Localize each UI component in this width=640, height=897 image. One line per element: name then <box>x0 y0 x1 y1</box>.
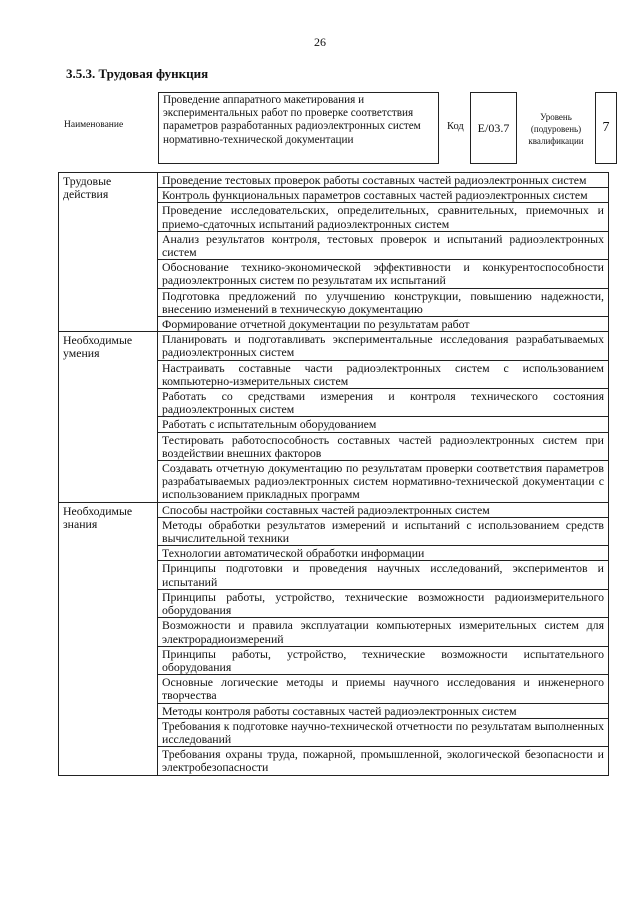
table-row <box>59 173 609 188</box>
table-cell: Методы обработки результатов измерений и испытаний с использованием средств вычислительной техники <box>158 517 609 545</box>
table-cell: Возможности и правила эксплуатации компьютерных измерительных систем для электрорадиоизмерений <box>158 618 609 646</box>
labor-function-table <box>58 172 609 776</box>
code-label: Код <box>447 121 464 132</box>
table-cell: Проведение исследовательских, определительных, сравнительных, приемочных и приемо-сдаточных испытаний радиоэлектронных систем <box>158 203 609 231</box>
table-cell: Работать со средствами измерения и контроля технического состояния радиоэлектронных систем <box>158 389 609 417</box>
table-cell: Контроль функциональных параметров составных частей радиоэлектронных систем <box>158 188 609 203</box>
function-name-box: Проведение аппаратного макетирования и экспериментальных работ по проверке соответствия параметров разработанных радиоэлектронных систем нормативно-технической документации <box>158 92 439 164</box>
qualification-level-label: Уровень (подуровень) квалификации <box>528 112 584 146</box>
table-cell: Принципы работы, устройство, технические возможности испытательного оборудования <box>158 646 609 674</box>
table-cell: Анализ результатов контроля, тестовых проверок и испытаний радиоэлектронных систем <box>158 231 609 259</box>
section-label-required-knowledge: Необходимые знания <box>59 502 158 775</box>
table-cell: Подготовка предложений по улучшению конструкции, повышению надежности, внесению изменений в техническую документацию <box>158 288 609 316</box>
table-cell: Методы контроля работы составных частей радиоэлектронных систем <box>158 703 609 718</box>
table-row <box>59 332 609 360</box>
table-cell: Технологии автоматической обработки информации <box>158 546 609 561</box>
section-title: 3.5.3. Трудовая функция <box>66 66 209 81</box>
table-cell: Требования к подготовке научно-технической отчетности по результатам выполненных исследований <box>158 718 609 746</box>
table-cell: Настраивать составные части радиоэлектронных систем с использованием компьютерно-измерительных систем <box>158 360 609 388</box>
table-cell: Работать с испытательным оборудованием <box>158 417 609 432</box>
table-cell: Основные логические методы и приемы научного исследования и инженерного творчества <box>158 675 609 703</box>
name-label: Наименование <box>64 120 124 130</box>
table-cell: Создавать отчетную документацию по результатам проверки соответствия параметров разрабатываемых радиоэлектронных систем нормативно-технической документации с использованием прикладных программ <box>158 461 609 503</box>
section-label-required-skills: Необходимые умения <box>59 332 158 502</box>
table-cell: Принципы работы, устройство, технические возможности радиоизмерительного оборудования <box>158 589 609 617</box>
table-cell: Требования охраны труда, пожарной, промышленной, экологической безопасности и электробезопасности <box>158 747 609 775</box>
table-cell: Тестировать работоспособность составных частей радиоэлектронных систем при воздействии внешних факторов <box>158 432 609 460</box>
page-number: 26 <box>314 35 326 49</box>
table-cell: Формирование отчетной документации по результатам работ <box>158 317 609 332</box>
table-cell: Планировать и подготавливать экспериментальные исследования разрабатываемых радиоэлектронных систем <box>158 332 609 360</box>
section-label-labor-actions: Трудовые действия <box>59 173 158 332</box>
table-cell: Способы настройки составных частей радиоэлектронных систем <box>158 502 609 517</box>
table-cell: Проведение тестовых проверок работы составных частей радиоэлектронных систем <box>158 173 609 188</box>
table-cell: Принципы подготовки и проведения научных исследований, экспериментов и испытаний <box>158 561 609 589</box>
table-row <box>59 502 609 517</box>
table-cell: Обоснование технико-экономической эффективности и конкурентоспособности радиоэлектронных систем по результатам их испытаний <box>158 260 609 288</box>
code-value-box: E/03.7 <box>470 92 517 164</box>
qualification-level-box: 7 <box>595 92 617 164</box>
